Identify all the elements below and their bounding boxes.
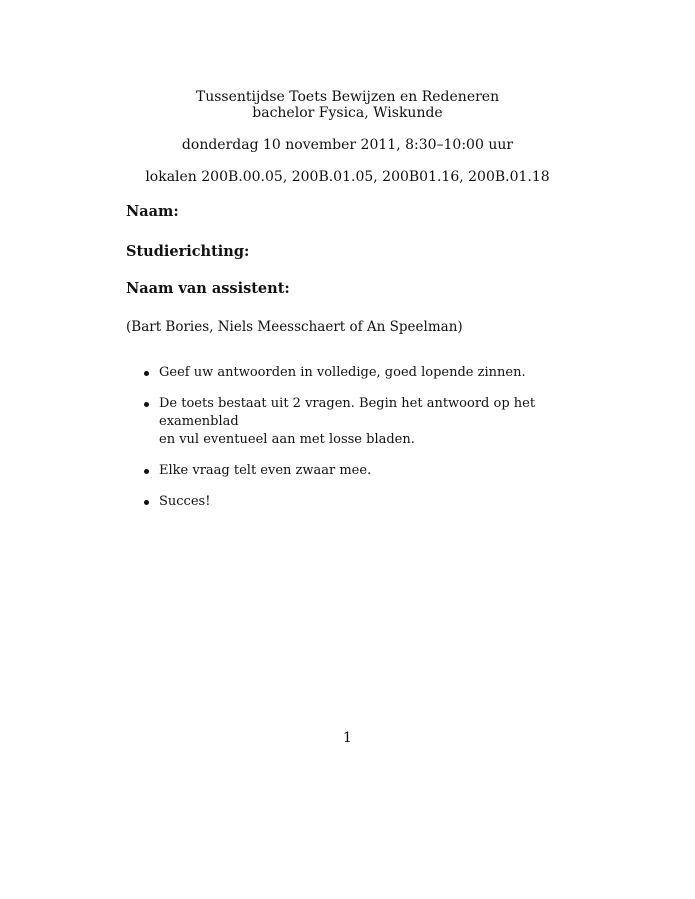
bullet-icon [144, 402, 149, 407]
bullet-icon [144, 371, 149, 376]
list-item [143, 395, 583, 449]
instruction-line-continued: en vul eventueel aan met losse bladen. [159, 432, 415, 447]
assistant-label: Naam van assistent: [126, 280, 290, 297]
bullet-icon [144, 469, 149, 474]
exam-rooms: lokalen 200B.00.05, 200B.01.05, 200B01.16, 200B.01.18 [145, 169, 550, 185]
instruction-line: Geef uw antwoorden in volledige, goed lopende zinnen. [159, 365, 526, 380]
name-label: Naam: [126, 203, 179, 220]
exam-title: Tussentijdse Toets Bewijzen en Redeneren [195, 89, 500, 105]
study-label: Studierichting: [126, 243, 250, 260]
exam-date: donderdag 10 november 2011, 8:30–10:00 uur [181, 137, 514, 153]
instruction-list [143, 364, 583, 524]
instruction-line: Elke vraag telt even zwaar mee. [159, 463, 372, 478]
list-item [143, 364, 583, 382]
assistant-options: (Bart Bories, Niels Meesschaert of An Speelman) [126, 319, 463, 335]
instruction-line: Succes! [159, 494, 211, 509]
list-item [143, 493, 583, 511]
bullet-icon [144, 500, 149, 505]
instruction-line: De toets bestaat uit 2 vragen. Begin het antwoord op het examenblad [159, 396, 536, 429]
page-number: 1 [343, 730, 352, 746]
exam-subtitle: bachelor Fysica, Wiskunde [252, 105, 443, 121]
list-item [143, 462, 583, 480]
